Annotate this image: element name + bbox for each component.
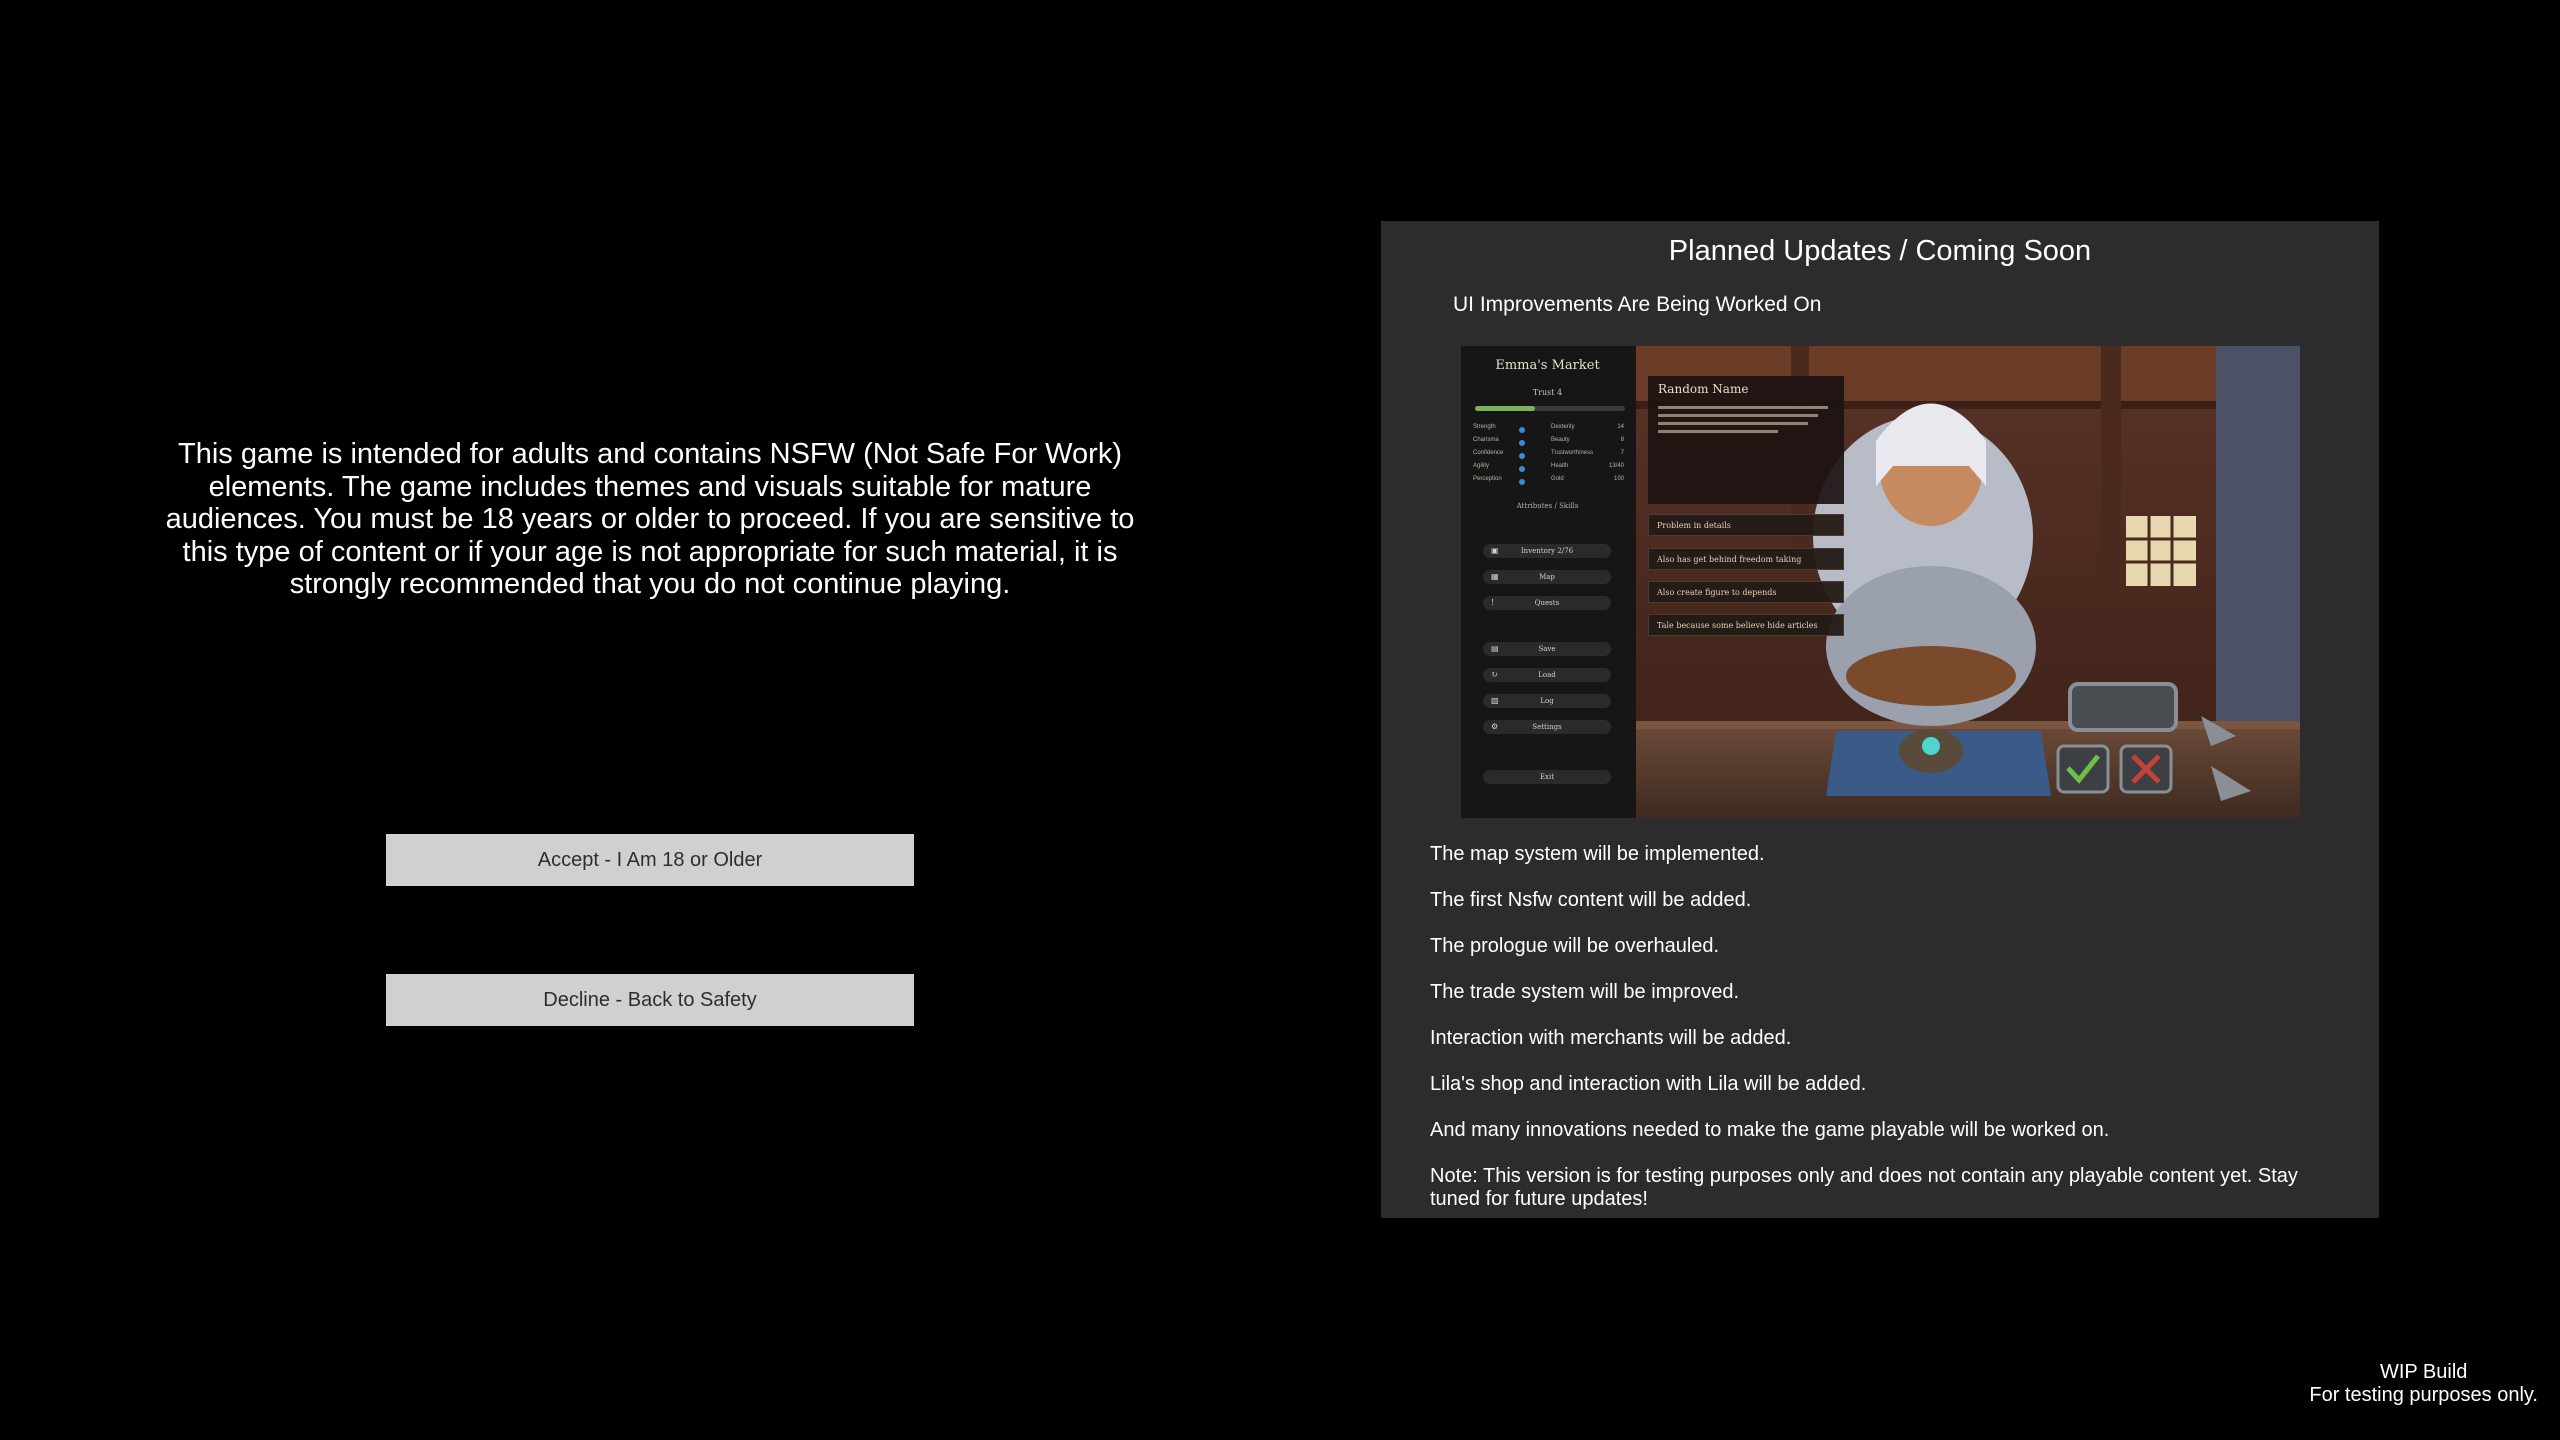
testing-note: Note: This version is for testing purposes only and does not contain any playable content yet. Stay tuned for future updates! bbox=[1430, 1165, 2298, 1210]
preview-stat-row: Charisma Beauty 8 bbox=[1473, 437, 1628, 450]
preview-menu-settings: ⚙ Settings bbox=[1483, 720, 1611, 734]
preview-menu-inventory: ▣ Inventory 2/76 bbox=[1483, 544, 1611, 558]
preview-dialog-name: Random Name bbox=[1658, 382, 1749, 396]
panel-subtitle: UI Improvements Are Being Worked On bbox=[1453, 293, 1822, 316]
preview-choice: Problem in details bbox=[1648, 514, 1844, 536]
log-icon: ▧ bbox=[1491, 696, 1499, 705]
preview-stat-row: Strength Dexterity 14 bbox=[1473, 424, 1628, 437]
preview-menu-log: ▧ Log bbox=[1483, 694, 1611, 708]
wip-build-label bbox=[2309, 1361, 2538, 1407]
gear-icon: ⚙ bbox=[1491, 722, 1499, 731]
accept-button[interactable]: Accept - I Am 18 or Older bbox=[386, 834, 914, 886]
preview-choice: Also create figure to depends bbox=[1648, 581, 1844, 603]
update-item: The map system will be implemented. bbox=[1430, 843, 1765, 865]
preview-sidebar-title: Emma's Market bbox=[1495, 358, 1600, 373]
preview-menu-exit: Exit bbox=[1483, 770, 1611, 784]
ui-preview-image bbox=[1461, 346, 2300, 818]
update-item: The trade system will be improved. bbox=[1430, 981, 1740, 1003]
update-item: The prologue will be overhauled. bbox=[1430, 935, 1720, 957]
update-item: Lila's shop and interaction with Lila will be added. bbox=[1430, 1073, 1867, 1095]
preview-choice: Also has get behind freedom taking bbox=[1648, 548, 1844, 570]
preview-scene bbox=[1636, 346, 2300, 818]
preview-mini-label: Attributes / Skills bbox=[1516, 502, 1579, 510]
panel-title: Planned Updates / Coming Soon bbox=[1668, 235, 2092, 267]
save-icon: ▤ bbox=[1491, 644, 1499, 653]
load-icon: ↻ bbox=[1491, 670, 1498, 679]
update-item: The first Nsfw content will be added. bbox=[1430, 889, 1752, 911]
bag-icon: ▣ bbox=[1491, 546, 1499, 555]
preview-stat-row: Confidence Trustworthiness 7 bbox=[1473, 450, 1628, 463]
preview-stats bbox=[1473, 424, 1628, 489]
preview-sidebar-subtitle: Trust 4 bbox=[1532, 388, 1563, 397]
preview-trust-bar bbox=[1475, 406, 1625, 411]
decline-button[interactable]: Decline - Back to Safety bbox=[386, 974, 914, 1026]
map-icon: ▦ bbox=[1491, 572, 1499, 581]
wip-build-line2: For testing purposes only. bbox=[2309, 1384, 2538, 1406]
preview-sidebar bbox=[1461, 346, 1634, 818]
preview-stat-row: Agility Health 13/40 bbox=[1473, 463, 1628, 476]
update-item: And many innovations needed to make the game playable will be worked on. bbox=[1430, 1119, 2110, 1141]
age-warning-text: This game is intended for adults and contains NSFW (Not Safe For Work) elements. The game includes themes and visuals suitable for mature audiences. You must be 18 years or older to proceed. If you are sensitive to this type of content or if your age is not appropriate for such material, it is strongly recommended that you do not continue playing. bbox=[165, 438, 1135, 600]
quest-icon: ! bbox=[1491, 598, 1495, 607]
updates-list bbox=[1430, 843, 2330, 1211]
preview-dialog-box bbox=[1648, 376, 1844, 504]
preview-menu-save: ▤ Save bbox=[1483, 642, 1611, 656]
preview-menu-map: ▦ Map bbox=[1483, 570, 1611, 584]
wip-build-line1: WIP Build bbox=[2379, 1361, 2468, 1383]
update-item: Interaction with merchants will be added. bbox=[1430, 1027, 1792, 1049]
preview-menu-load: ↻ Load bbox=[1483, 668, 1611, 682]
preview-choice: Tale because some believe hide articles bbox=[1648, 614, 1844, 636]
planned-updates-panel bbox=[1381, 221, 2379, 1218]
preview-menu-quests: ! Quests bbox=[1483, 596, 1611, 610]
preview-stat-row: Perception Gold 100 bbox=[1473, 476, 1628, 489]
